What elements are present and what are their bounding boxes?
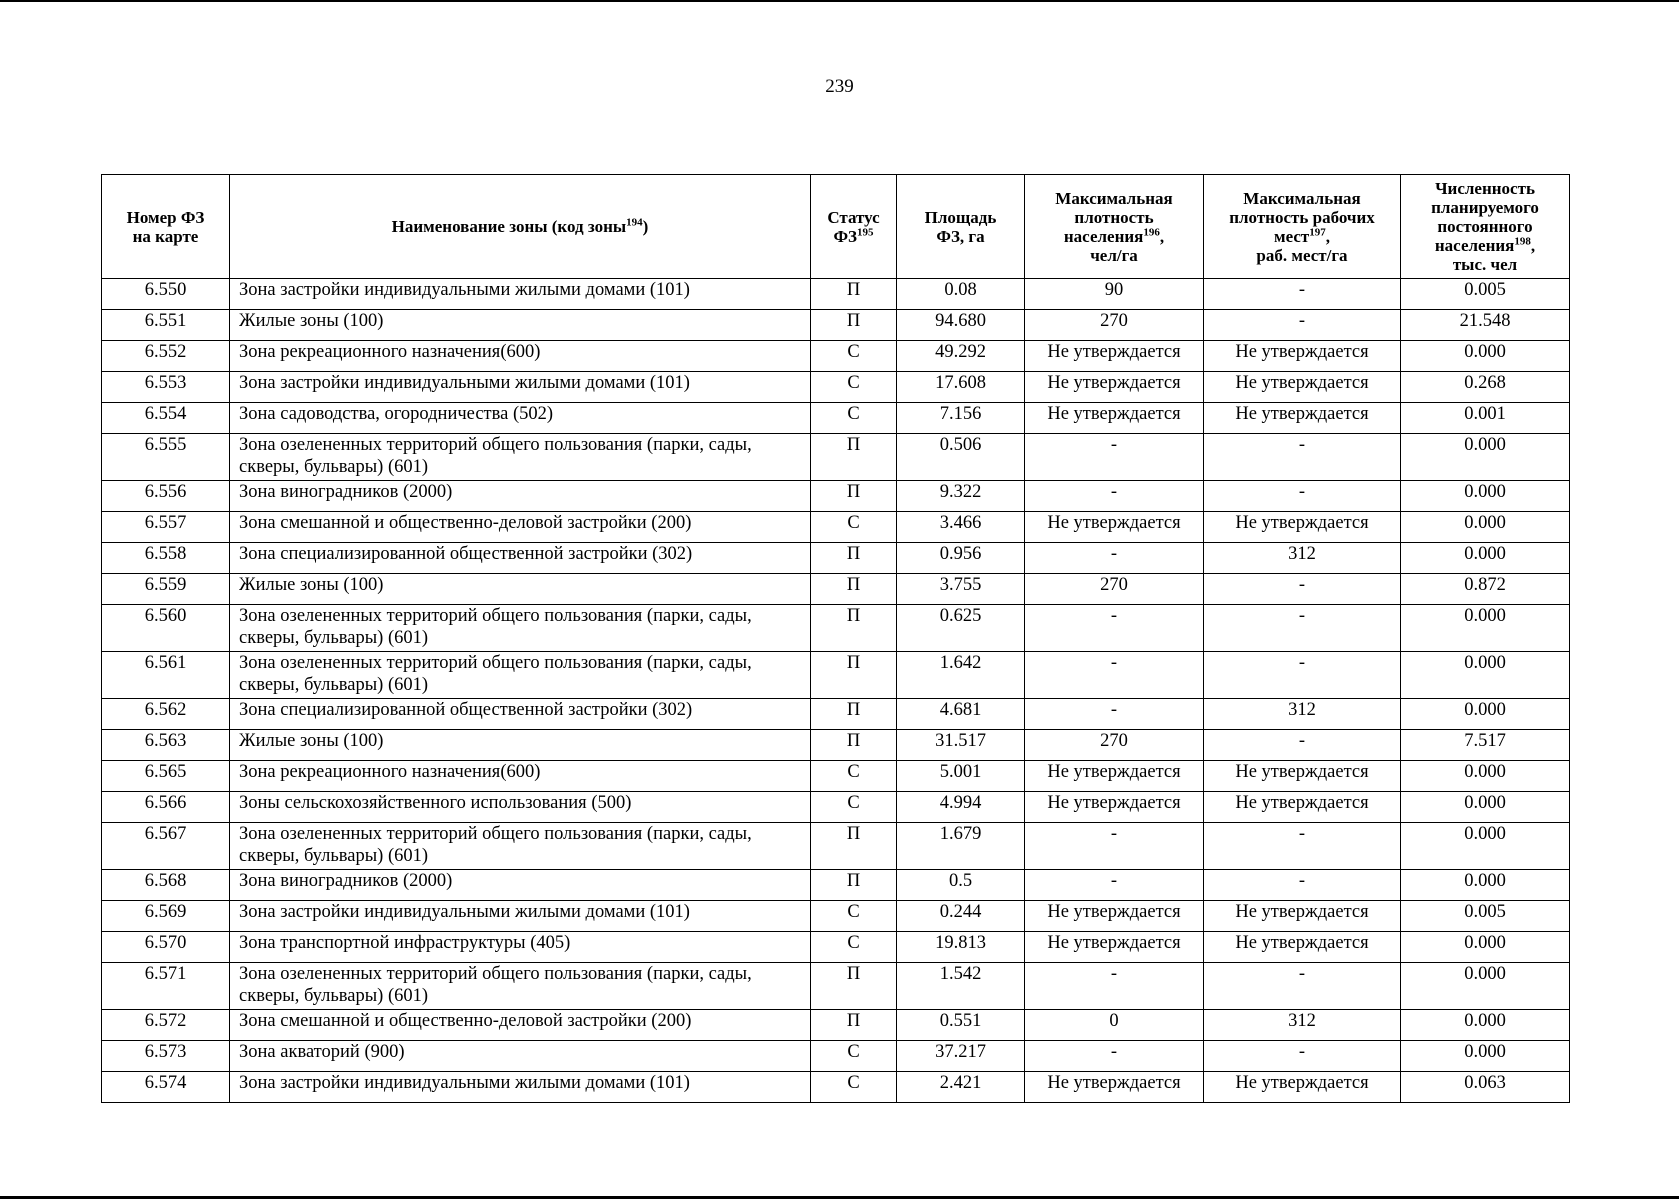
cell-planned-population: 0.000 (1401, 341, 1570, 372)
table-row (102, 823, 1570, 870)
cell-zone-number: 6.555 (102, 434, 230, 481)
cell-zone-name: Зона застройки индивидуальными жилыми домами (101) (230, 372, 811, 403)
header-area: Площадь ФЗ, га (897, 175, 1025, 279)
cell-workplace-density: - (1204, 652, 1401, 699)
cell-area: 31.517 (897, 730, 1025, 761)
header-row (102, 175, 1570, 279)
cell-area: 0.956 (897, 543, 1025, 574)
header-status: Статус ФЗ$^{195}$ (811, 175, 897, 279)
cell-population-density: - (1025, 1041, 1204, 1072)
cell-workplace-density: - (1204, 481, 1401, 512)
cell-planned-population: 0.000 (1401, 481, 1570, 512)
header-population-density: Максимальная плотность населения$^{196}$, чел/га (1025, 175, 1204, 279)
table-row (102, 372, 1570, 403)
cell-zone-name: Зона озелененных территорий общего пользования (парки, сады, скверы, бульвары) (601) (230, 652, 811, 699)
cell-status: С (811, 1041, 897, 1072)
cell-planned-population: 0.001 (1401, 403, 1570, 434)
cell-workplace-density: - (1204, 310, 1401, 341)
cell-zone-number: 6.553 (102, 372, 230, 403)
cell-zone-name: Зона рекреационного назначения(600) (230, 761, 811, 792)
cell-status: С (811, 761, 897, 792)
table-row (102, 901, 1570, 932)
table-body (102, 279, 1570, 1103)
cell-population-density: Не утверждается (1025, 932, 1204, 963)
cell-area: 1.542 (897, 963, 1025, 1010)
header-zone-number: Номер ФЗ на карте (102, 175, 230, 279)
table-header (102, 175, 1570, 279)
cell-population-density: Не утверждается (1025, 901, 1204, 932)
cell-status: П (811, 605, 897, 652)
cell-zone-name: Зона садоводства, огородничества (502) (230, 403, 811, 434)
table-row (102, 310, 1570, 341)
table-row (102, 699, 1570, 730)
cell-workplace-density: Не утверждается (1204, 1072, 1401, 1103)
cell-zone-number: 6.558 (102, 543, 230, 574)
cell-zone-number: 6.571 (102, 963, 230, 1010)
cell-planned-population: 0.000 (1401, 434, 1570, 481)
cell-area: 3.466 (897, 512, 1025, 543)
cell-workplace-density: Не утверждается (1204, 403, 1401, 434)
cell-workplace-density: - (1204, 823, 1401, 870)
cell-population-density: 270 (1025, 730, 1204, 761)
cell-workplace-density: - (1204, 605, 1401, 652)
cell-population-density: - (1025, 823, 1204, 870)
cell-area: 1.679 (897, 823, 1025, 870)
cell-population-density: - (1025, 434, 1204, 481)
cell-area: 19.813 (897, 932, 1025, 963)
cell-zone-name: Зона виноградников (2000) (230, 870, 811, 901)
table-row (102, 512, 1570, 543)
cell-zone-name: Зона смешанной и общественно-деловой застройки (200) (230, 1010, 811, 1041)
cell-population-density: - (1025, 543, 1204, 574)
cell-status: П (811, 279, 897, 310)
cell-workplace-density: Не утверждается (1204, 901, 1401, 932)
table-row (102, 574, 1570, 605)
cell-zone-name: Зона смешанной и общественно-деловой застройки (200) (230, 512, 811, 543)
cell-workplace-density: - (1204, 279, 1401, 310)
cell-population-density: Не утверждается (1025, 512, 1204, 543)
cell-zone-name: Зона акваторий (900) (230, 1041, 811, 1072)
table-row (102, 341, 1570, 372)
header-zone-name: Наименование зоны (код зоны$^{194}$) (230, 175, 811, 279)
cell-area: 5.001 (897, 761, 1025, 792)
cell-population-density: Не утверждается (1025, 761, 1204, 792)
cell-status: П (811, 434, 897, 481)
cell-status: П (811, 870, 897, 901)
cell-population-density: 270 (1025, 310, 1204, 341)
cell-area: 17.608 (897, 372, 1025, 403)
table-row (102, 1041, 1570, 1072)
cell-zone-name: Жилые зоны (100) (230, 730, 811, 761)
cell-status: С (811, 901, 897, 932)
cell-planned-population: 0.000 (1401, 1041, 1570, 1072)
cell-area: 0.551 (897, 1010, 1025, 1041)
cell-zone-name: Зона застройки индивидуальными жилыми домами (101) (230, 1072, 811, 1103)
cell-zone-name: Зона рекреационного назначения(600) (230, 341, 811, 372)
cell-zone-number: 6.573 (102, 1041, 230, 1072)
cell-workplace-density: - (1204, 730, 1401, 761)
cell-zone-number: 6.566 (102, 792, 230, 823)
cell-status: С (811, 372, 897, 403)
table-row (102, 932, 1570, 963)
cell-zone-name: Зона озелененных территорий общего пользования (парки, сады, скверы, бульвары) (601) (230, 434, 811, 481)
cell-planned-population: 0.000 (1401, 761, 1570, 792)
cell-zone-number: 6.560 (102, 605, 230, 652)
cell-area: 7.156 (897, 403, 1025, 434)
table-row (102, 434, 1570, 481)
cell-workplace-density: Не утверждается (1204, 341, 1401, 372)
cell-zone-number: 6.567 (102, 823, 230, 870)
bottom-rule (0, 1196, 1679, 1199)
cell-planned-population: 0.000 (1401, 1010, 1570, 1041)
cell-population-density: Не утверждается (1025, 1072, 1204, 1103)
cell-workplace-density: Не утверждается (1204, 512, 1401, 543)
table-row (102, 792, 1570, 823)
cell-population-density: - (1025, 605, 1204, 652)
cell-area: 9.322 (897, 481, 1025, 512)
table-row (102, 1010, 1570, 1041)
table-row (102, 730, 1570, 761)
cell-workplace-density: Не утверждается (1204, 372, 1401, 403)
cell-planned-population: 0.000 (1401, 512, 1570, 543)
cell-population-density: 270 (1025, 574, 1204, 605)
cell-population-density: - (1025, 699, 1204, 730)
page-number: 239 (825, 76, 854, 97)
cell-population-density: - (1025, 652, 1204, 699)
cell-status: П (811, 543, 897, 574)
cell-area: 49.292 (897, 341, 1025, 372)
cell-planned-population: 0.268 (1401, 372, 1570, 403)
cell-area: 0.625 (897, 605, 1025, 652)
cell-zone-number: 6.556 (102, 481, 230, 512)
cell-zone-number: 6.551 (102, 310, 230, 341)
cell-area: 0.5 (897, 870, 1025, 901)
cell-population-density: 90 (1025, 279, 1204, 310)
cell-zone-name: Жилые зоны (100) (230, 310, 811, 341)
cell-workplace-density: - (1204, 434, 1401, 481)
cell-population-density: Не утверждается (1025, 792, 1204, 823)
cell-workplace-density: 312 (1204, 699, 1401, 730)
cell-planned-population: 7.517 (1401, 730, 1570, 761)
cell-status: П (811, 574, 897, 605)
table-row (102, 403, 1570, 434)
cell-population-density: Не утверждается (1025, 403, 1204, 434)
cell-status: П (811, 823, 897, 870)
cell-planned-population: 0.000 (1401, 792, 1570, 823)
cell-status: П (811, 310, 897, 341)
cell-workplace-density: - (1204, 870, 1401, 901)
cell-zone-number: 6.568 (102, 870, 230, 901)
cell-zone-number: 6.563 (102, 730, 230, 761)
cell-workplace-density: 312 (1204, 1010, 1401, 1041)
cell-planned-population: 0.000 (1401, 652, 1570, 699)
cell-status: П (811, 652, 897, 699)
cell-population-density: - (1025, 481, 1204, 512)
cell-zone-number: 6.550 (102, 279, 230, 310)
cell-area: 1.642 (897, 652, 1025, 699)
cell-population-density: Не утверждается (1025, 341, 1204, 372)
cell-status: С (811, 512, 897, 543)
cell-zone-number: 6.557 (102, 512, 230, 543)
table-row (102, 963, 1570, 1010)
cell-zone-number: 6.554 (102, 403, 230, 434)
cell-workplace-density: - (1204, 963, 1401, 1010)
cell-zone-number: 6.572 (102, 1010, 230, 1041)
table-row (102, 543, 1570, 574)
cell-planned-population: 0.000 (1401, 932, 1570, 963)
cell-area: 2.421 (897, 1072, 1025, 1103)
cell-workplace-density: 312 (1204, 543, 1401, 574)
cell-area: 0.244 (897, 901, 1025, 932)
cell-population-density: Не утверждается (1025, 372, 1204, 403)
cell-workplace-density: - (1204, 574, 1401, 605)
cell-zone-name: Зона специализированной общественной застройки (302) (230, 699, 811, 730)
cell-zone-number: 6.574 (102, 1072, 230, 1103)
cell-zone-number: 6.570 (102, 932, 230, 963)
cell-zone-number: 6.561 (102, 652, 230, 699)
cell-area: 0.08 (897, 279, 1025, 310)
cell-workplace-density: Не утверждается (1204, 932, 1401, 963)
table-row (102, 870, 1570, 901)
cell-workplace-density: - (1204, 1041, 1401, 1072)
cell-planned-population: 0.000 (1401, 605, 1570, 652)
cell-planned-population: 0.000 (1401, 963, 1570, 1010)
cell-zone-name: Зона озелененных территорий общего пользования (парки, сады, скверы, бульвары) (601) (230, 823, 811, 870)
cell-planned-population: 0.000 (1401, 823, 1570, 870)
cell-status: П (811, 1010, 897, 1041)
cell-area: 4.994 (897, 792, 1025, 823)
cell-workplace-density: Не утверждается (1204, 761, 1401, 792)
cell-status: П (811, 963, 897, 1010)
cell-area: 0.506 (897, 434, 1025, 481)
cell-status: С (811, 932, 897, 963)
table-row (102, 652, 1570, 699)
cell-planned-population: 0.000 (1401, 699, 1570, 730)
cell-zone-number: 6.562 (102, 699, 230, 730)
cell-zone-number: 6.559 (102, 574, 230, 605)
table-row (102, 761, 1570, 792)
cell-status: С (811, 403, 897, 434)
cell-status: С (811, 792, 897, 823)
cell-planned-population: 0.005 (1401, 279, 1570, 310)
zones-table (101, 174, 1570, 1103)
cell-planned-population: 0.000 (1401, 543, 1570, 574)
cell-zone-name: Зоны сельскохозяйственного использования (500) (230, 792, 811, 823)
cell-zone-name: Зона озелененных территорий общего пользования (парки, сады, скверы, бульвары) (601) (230, 963, 811, 1010)
cell-area: 3.755 (897, 574, 1025, 605)
cell-zone-name: Жилые зоны (100) (230, 574, 811, 605)
cell-area: 37.217 (897, 1041, 1025, 1072)
cell-zone-name: Зона застройки индивидуальными жилыми домами (101) (230, 279, 811, 310)
table-row (102, 481, 1570, 512)
cell-planned-population: 21.548 (1401, 310, 1570, 341)
table-row (102, 605, 1570, 652)
cell-population-density: - (1025, 963, 1204, 1010)
cell-zone-number: 6.565 (102, 761, 230, 792)
cell-area: 4.681 (897, 699, 1025, 730)
cell-area: 94.680 (897, 310, 1025, 341)
cell-zone-name: Зона специализированной общественной застройки (302) (230, 543, 811, 574)
cell-zone-name: Зона транспортной инфраструктуры (405) (230, 932, 811, 963)
cell-zone-name: Зона застройки индивидуальными жилыми домами (101) (230, 901, 811, 932)
cell-status: С (811, 341, 897, 372)
cell-status: П (811, 699, 897, 730)
cell-zone-name: Зона виноградников (2000) (230, 481, 811, 512)
cell-population-density: 0 (1025, 1010, 1204, 1041)
cell-planned-population: 0.000 (1401, 870, 1570, 901)
cell-planned-population: 0.063 (1401, 1072, 1570, 1103)
top-rule (0, 0, 1679, 2)
cell-zone-number: 6.552 (102, 341, 230, 372)
cell-status: П (811, 481, 897, 512)
cell-population-density: - (1025, 870, 1204, 901)
table-row (102, 1072, 1570, 1103)
cell-planned-population: 0.005 (1401, 901, 1570, 932)
cell-zone-name: Зона озелененных территорий общего пользования (парки, сады, скверы, бульвары) (601) (230, 605, 811, 652)
cell-workplace-density: Не утверждается (1204, 792, 1401, 823)
header-planned-population: Численность планируемого постоянного населения$^{198}$, тыс. чел (1401, 175, 1570, 279)
cell-status: С (811, 1072, 897, 1103)
table-row (102, 279, 1570, 310)
header-workplace-density: Максимальная плотность рабочих мест$^{197}$, раб. мест/га (1204, 175, 1401, 279)
cell-zone-number: 6.569 (102, 901, 230, 932)
cell-planned-population: 0.872 (1401, 574, 1570, 605)
cell-status: П (811, 730, 897, 761)
